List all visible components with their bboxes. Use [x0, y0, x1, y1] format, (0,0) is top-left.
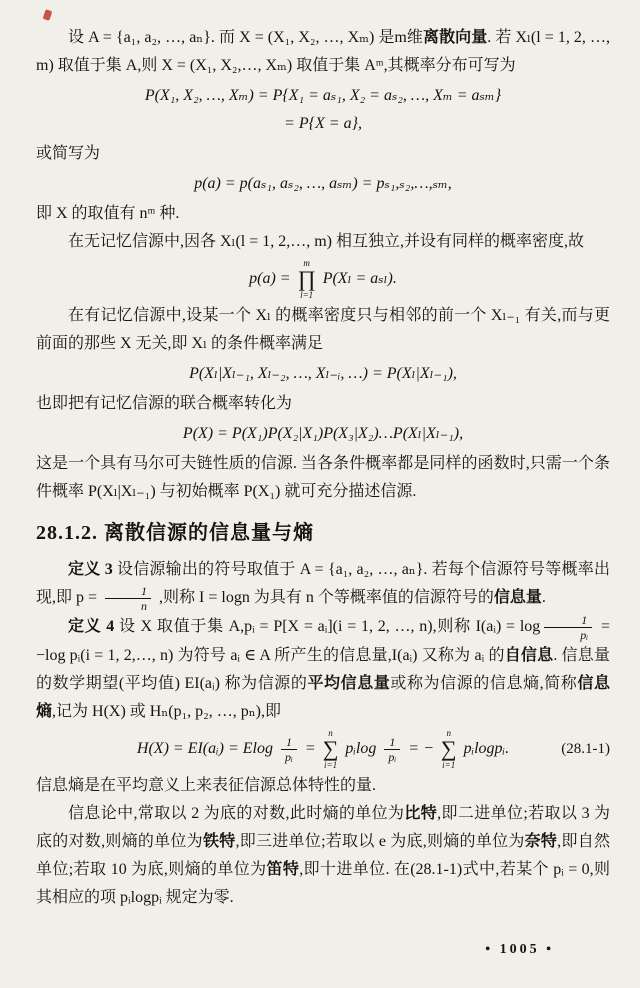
- para-definition-4: [36, 613, 610, 726]
- units-text-1: 信息论中,常取以 2 为底的对数,此时熵的单位为: [68, 805, 405, 822]
- sum-upper-limit: n: [446, 728, 451, 738]
- inline-fraction-def3: [105, 584, 151, 613]
- product-operator: [298, 258, 316, 300]
- fraction-numerator: 1: [105, 584, 151, 599]
- definition-4-text-2: = −log pᵢ(i = 1, 2,…, n) 为符号 aᵢ ∈ A 所产生的信息量,I(aᵢ) 又称为 aᵢ 的: [36, 618, 610, 664]
- sum-symbol: ∑: [322, 736, 339, 761]
- fraction-denominator: pᵢ: [580, 628, 589, 642]
- equation-number: (28.1-1): [561, 741, 610, 757]
- units-text-3: ,即三进单位;若取以 e 为底,则熵的单位为: [235, 833, 525, 850]
- formula-entropy-lhs: H(X) = EI(aᵢ) = Elog: [136, 740, 273, 757]
- para-memory-source: 在有记忆信源中,设某一个 Xₗ 的概率密度只与相邻的前一个 Xₗ₋₁ 有关,而与更前面的那些 X 无关,即 Xₗ 的条件概率满足: [36, 307, 610, 352]
- para-entropy-units: [36, 800, 610, 912]
- formula-entropy-equals-1: =: [304, 740, 316, 757]
- bold-term-vector: 离散向量: [423, 29, 488, 46]
- units-text-5: ,即十进单位. 在(28.1-1)式中,若某个 pᵢ = 0,则其相应的项 pᵢlogpᵢ 规定为零.: [36, 861, 610, 906]
- para-memoryless-source: 在无记忆信源中,因各 Xₗ(l = 1, 2,…, m) 相互独立,并设有同样的概率密度,故: [68, 233, 585, 250]
- formula-joint-probability: [36, 82, 610, 138]
- formula-entropy: [36, 728, 610, 770]
- para-joint-conversion-intro: 也即把有记忆信源的联合概率转化为: [36, 395, 293, 412]
- definition-4-text-1: 设 X 取值于集 A,pᵢ = P[X = aᵢ](i = 1, 2, …, n),则称 I(aᵢ) = log: [114, 618, 541, 636]
- formula-entropy-equals-2: = −: [408, 740, 434, 757]
- sum-upper-limit: n: [328, 728, 333, 738]
- definition-3-label: 定义 3: [68, 561, 113, 578]
- formula-product-lhs: p(a) =: [249, 270, 291, 287]
- definition-3-text-3: .: [541, 589, 546, 607]
- page-number: • 1005 •: [485, 942, 554, 957]
- sum-operator-2: [441, 728, 457, 770]
- formula-shorthand: p(a) = p(aₛ₁, aₛ₂, …, aₛₘ) = pₛ₁,ₛ₂,…,ₛₘ,: [194, 175, 452, 192]
- bold-term-tet: 铁特: [202, 833, 236, 850]
- definition-3-text-1: 设信源输出的符号取值于 A = {a₁, a₂, …, aₙ}. 若每个信源符号等概率出现,即 p =: [36, 561, 610, 607]
- entropy-fraction-2: [384, 735, 400, 764]
- fraction-denominator: n: [141, 599, 148, 613]
- formula-markov-chain: P(X) = P(X₁)P(X₂|X₁)P(X₃|X₂)…P(Xₗ|Xₗ₋₁),: [182, 425, 464, 442]
- sum-symbol: ∑: [440, 736, 457, 761]
- section-heading: 28.1.2. 离散信源的信息量与熵: [36, 522, 314, 544]
- formula-conditional-probability: P(Xₗ|Xₗ₋₁, Xₗ₋₂, …, Xₗ₋ᵢ, …) = P(Xₗ|Xₗ₋₁),: [189, 365, 457, 382]
- formula-entropy-mid: pᵢlog: [345, 740, 377, 757]
- definition-4-text-5: ,记为 H(X) 或 Hₙ(p₁, p₂, …, pₙ),即: [52, 703, 281, 720]
- para-markov-note: 这是一个具有马尔可夫链性质的信源. 当各条件概率都是同样的函数时,只需一个条件概率 P(Xₗ|Xₗ₋₁) 与初始概率 P(X₁) 就可充分描述信源.: [36, 455, 610, 500]
- fraction-numerator: 1: [544, 613, 592, 628]
- para-shorthand-intro: 或简写为: [36, 145, 101, 162]
- formula-entropy-tail: pᵢlogpᵢ.: [463, 740, 510, 757]
- units-text-4: ,即自然单位;若取 10 为底,则熵的单位为: [36, 833, 610, 878]
- definition-3-text-2: ,则称 I = logn 为具有 n 个等概率值的信源符号的: [155, 589, 494, 607]
- fraction-numerator: 1: [384, 735, 400, 750]
- para-intro-text-1: 设 A = {a₁, a₂, …, aₙ}. 而 X = (X₁, X₂, …, Xₘ) 是m维: [68, 29, 423, 46]
- para-intro-text-2: . 若 Xₗ(l = 1, 2, …, m) 取值于集 A,则 X = (X₁, X₂,…, Xₘ) 取值于集 Aᵐ,其概率分布可写为: [36, 29, 610, 74]
- bold-term-bit: 比特: [404, 805, 438, 822]
- formula-joint-line2: = P{X = a},: [284, 115, 362, 132]
- fraction-denominator: pᵢ: [285, 749, 293, 764]
- units-text-2: ,即二进单位;若取以 3 为底的对数,则熵的单位为: [36, 805, 610, 850]
- product-symbol: ∏: [297, 266, 316, 291]
- formula-product-row: [36, 258, 610, 300]
- bold-term-information-amount: 信息量: [493, 589, 542, 607]
- red-ink-mark: [43, 9, 53, 21]
- definition-4-label: 定义 4: [68, 618, 115, 636]
- para-intro: [36, 24, 610, 80]
- para-definition-3: [36, 556, 610, 613]
- fraction-denominator: pᵢ: [388, 749, 397, 764]
- sum-operator-1: [323, 728, 339, 770]
- product-upper-limit: m: [303, 258, 310, 268]
- definition-4-text-4: 或称为信源的信息熵,简称: [390, 675, 578, 692]
- entropy-fraction-1: [281, 735, 297, 764]
- formula-product-rhs: P(Xₗ = aₛₗ).: [322, 270, 397, 287]
- formula-joint-line1: P(X₁, X₂, …, Xₘ) = P{X₁ = aₛ₁, X₂ = aₛ₂, …, Xₘ = aₛₘ}: [144, 87, 502, 104]
- bold-term-self-information: 自信息: [504, 647, 554, 664]
- product-lower-limit: l=1: [300, 290, 314, 300]
- inline-fraction-def4: [544, 613, 592, 642]
- para-entropy-note: 信息熵是在平均意义上来表征信源总体特性的量.: [36, 777, 377, 794]
- bold-term-nat: 奈特: [524, 833, 558, 850]
- bold-term-average-information: 平均信息量: [307, 675, 391, 692]
- sum-lower-limit: i=1: [442, 760, 456, 770]
- para-value-count: 即 X 的取值有 nᵐ 种.: [36, 205, 180, 222]
- fraction-numerator: 1: [281, 735, 297, 750]
- bold-term-information-entropy: 信息熵: [36, 675, 610, 720]
- bold-term-dit: 笛特: [266, 861, 300, 878]
- formula-product: [36, 258, 610, 300]
- sum-lower-limit: i=1: [324, 760, 338, 770]
- formula-entropy-row: [36, 728, 610, 770]
- definition-4-text-3: . 信息量的数学期望(平均值) EI(aᵢ) 称为信源的: [36, 647, 610, 692]
